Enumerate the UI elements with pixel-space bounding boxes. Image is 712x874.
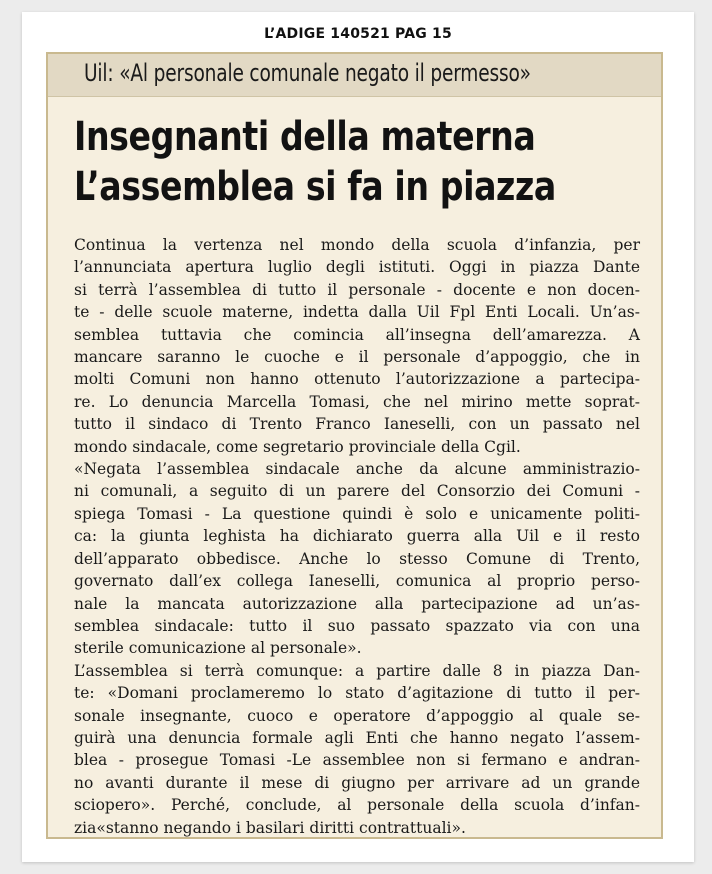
body-line: zia«stanno negando i basilari diritti contrattuali». — [74, 818, 466, 837]
body-line: semblea sindacale: tutto il suo passato spazzato via con una — [74, 616, 640, 635]
body-line: dell’apparato obbedisce. Anche lo stesso Comune di Trento, — [74, 549, 640, 568]
kicker-text: Uil: «Al personale comunale negato il permesso» — [84, 59, 531, 87]
body-line: ca: la giunta leghista ha dichiarato guerra alla Uil e il resto — [74, 527, 640, 546]
body-line: «Negata l’assemblea sindacale anche da alcune amministrazio- — [74, 460, 640, 479]
body-line: sterile comunicazione al personale». — [74, 639, 362, 658]
body-line: mondo sindacale, come segretario provinciale della Cgil. — [74, 437, 521, 456]
kicker-band — [48, 54, 661, 97]
article-clipping — [46, 52, 663, 839]
source-reference: L’ADIGE 140521 PAG 15 — [264, 26, 452, 42]
body-line: L’assemblea si terrà comunque: a partire dalle 8 in piazza Dan- — [74, 661, 640, 680]
body-line: molti Comuni non hanno ottenuto l’autorizzazione a partecipa- — [74, 370, 640, 389]
body-line: Continua la vertenza nel mondo della scuola d’infanzia, per — [74, 236, 640, 254]
headline-line: L’assemblea si fa in piazza — [74, 164, 556, 210]
body-line: mancare saranno le cuoche e il personale d’appoggio, che in — [74, 348, 640, 367]
body-line: blea - prosegue Tomasi -Le assemblee non si fermano e andran- — [74, 751, 640, 770]
body-line: te: «Domani proclameremo lo stato d’agitazione di tutto il per- — [74, 684, 640, 703]
body-line: re. Lo denuncia Marcella Tomasi, che nel mirino mette soprat- — [74, 392, 640, 411]
body-line: l’annunciata apertura luglio degli istituti. Oggi in piazza Dante — [74, 258, 640, 277]
body-line: sciopero». Perché, conclude, al personale della scuola d’infan- — [74, 796, 640, 815]
body-line: tutto il sindaco di Trento Franco Ianeselli, con un passato nel — [74, 415, 640, 434]
body-line: ni comunali, a seguito di un parere del Consorzio dei Comuni - — [74, 482, 640, 501]
body-line: semblea tuttavia che comincia all’insegna dell’amarezza. A — [74, 325, 640, 344]
body-line: te - delle scuole materne, indetta dalla Uil Fpl Enti Locali. Un’as- — [74, 303, 640, 322]
body-line: guirà una denuncia formale agli Enti che hanno negato l’assem- — [74, 728, 640, 747]
body-line: nale la mancata autorizzazione alla partecipazione ad un’as- — [74, 594, 640, 613]
body-line: si terrà l’assemblea di tutto il personale - docente e non docen- — [74, 280, 640, 299]
body-line: no avanti durante il mese di giugno per arrivare ad un grande — [74, 773, 640, 792]
headline-line: Insegnanti della materna — [74, 114, 536, 160]
article-body — [74, 234, 640, 839]
body-line: governato dall’ex collega Ianeselli, comunica al proprio perso- — [74, 572, 640, 591]
body-line: spiega Tomasi - La questione quindi è solo e unicamente politi- — [74, 504, 640, 523]
page-sheet — [22, 12, 694, 862]
body-line: sonale insegnante, cuoco e operatore d’appoggio al quale se- — [74, 706, 640, 725]
headline — [74, 112, 556, 212]
